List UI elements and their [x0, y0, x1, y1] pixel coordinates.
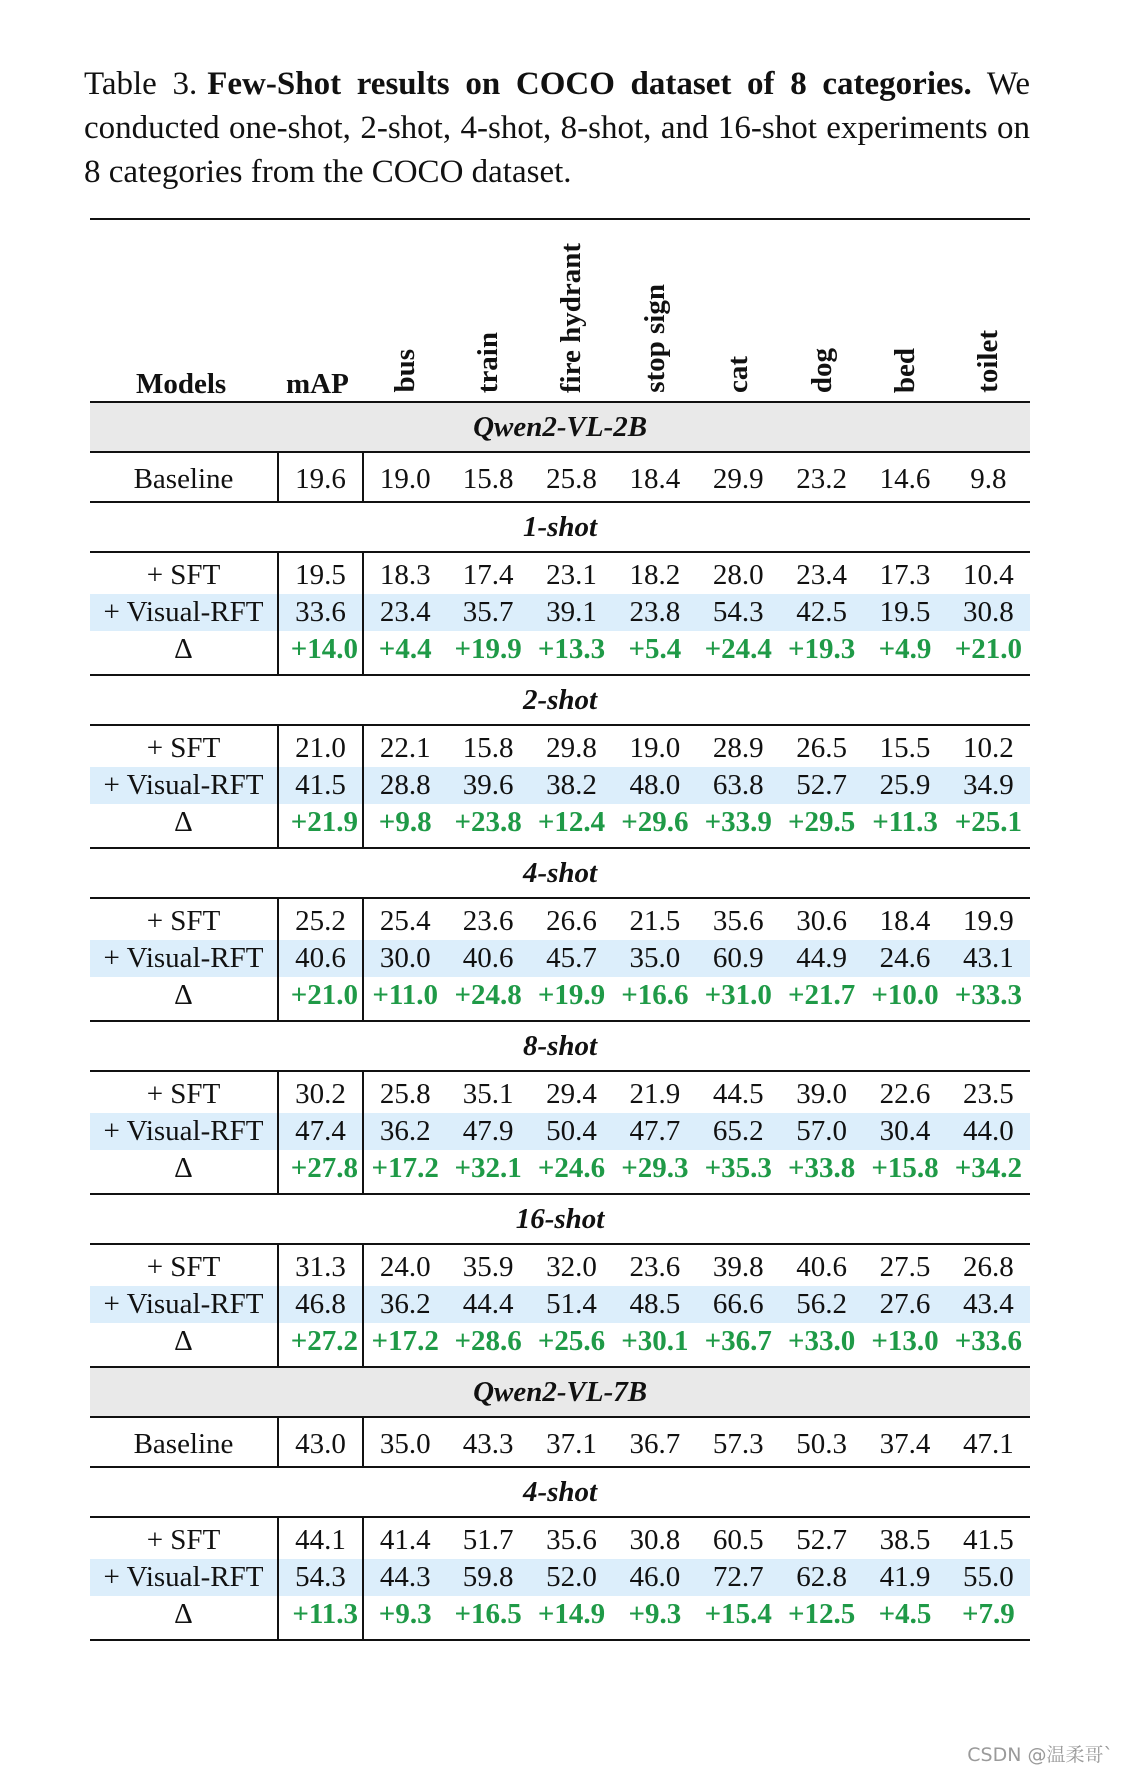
map-value: 25.2: [278, 898, 363, 940]
category-value: 21.9: [629, 1078, 681, 1110]
category-value: 25.8: [530, 452, 613, 502]
category-label: dog: [805, 347, 838, 393]
header-category: [780, 219, 863, 402]
category-value: 36.2: [363, 1113, 446, 1150]
category-value: +4.4: [378, 633, 432, 665]
category-value: 60.5: [712, 1524, 764, 1556]
model-name: Δ: [174, 1152, 193, 1184]
category-value: +17.2: [371, 1152, 439, 1184]
model-name: + Visual-RFT: [90, 1286, 278, 1323]
shot-group-label: 4-shot: [90, 1467, 1030, 1517]
model-name: Δ: [174, 1325, 193, 1357]
shot-group-label: 4-shot: [90, 848, 1030, 898]
category-value: 40.6: [446, 940, 529, 977]
category-value: 43.3: [446, 1417, 529, 1467]
shot-group-label-row: [90, 1194, 1030, 1244]
category-value: 17.4: [462, 559, 514, 591]
map-value: 19.5: [278, 552, 363, 594]
category-value: 18.2: [629, 559, 681, 591]
category-value: 38.2: [530, 767, 613, 804]
category-value: +13.0: [871, 1325, 939, 1357]
category-value: +12.4: [537, 806, 606, 838]
watermark: CSDN @温柔哥`: [967, 1744, 1113, 1766]
category-value: 10.4: [963, 559, 1014, 591]
category-value: +24.8: [454, 979, 522, 1011]
category-label: cat: [722, 355, 755, 393]
category-value: 47.7: [613, 1113, 696, 1150]
category-value: 23.8: [613, 594, 696, 631]
category-value: +33.9: [704, 806, 772, 838]
model-name: + SFT: [146, 1524, 221, 1556]
category-value: 30.4: [863, 1113, 946, 1150]
category-value: +21.0: [954, 633, 1023, 665]
visual-rft-row: [90, 1286, 1030, 1323]
category-value: 23.6: [462, 905, 514, 937]
category-value: 56.2: [780, 1286, 863, 1323]
map-value: 31.3: [278, 1244, 363, 1286]
category-value: 24.6: [863, 940, 946, 977]
category-value: 17.3: [879, 559, 931, 591]
category-value: +24.6: [537, 1152, 606, 1184]
category-value: 72.7: [697, 1559, 780, 1596]
category-value: 42.5: [780, 594, 863, 631]
category-value: +13.3: [537, 633, 606, 665]
category-value: +16.5: [454, 1598, 522, 1630]
category-value: +30.1: [621, 1325, 689, 1357]
category-value: 28.0: [712, 559, 764, 591]
category-value: 25.8: [379, 1078, 431, 1110]
model-name: Δ: [174, 1598, 193, 1630]
visual-rft-row: [90, 1113, 1030, 1150]
visual-rft-row: [90, 594, 1030, 631]
category-value: +33.8: [788, 1152, 856, 1184]
sft-row: [90, 1244, 1030, 1286]
category-value: 44.5: [712, 1078, 764, 1110]
category-value: +19.3: [788, 633, 856, 665]
baseline-row: [90, 1417, 1030, 1467]
category-value: 60.9: [697, 940, 780, 977]
category-value: 27.5: [879, 1251, 931, 1283]
model-name: + Visual-RFT: [90, 1113, 278, 1150]
category-label: bed: [889, 347, 922, 393]
caption-text: We conducted one-shot, 2-shot, 4-shot, 8-shot, and 16-shot experiments on 8 categories from the COCO dataset.: [84, 66, 1030, 190]
category-value: 22.6: [879, 1078, 931, 1110]
map-value: 54.3: [278, 1559, 363, 1596]
category-value: 57.3: [697, 1417, 780, 1467]
category-value: 63.8: [697, 767, 780, 804]
shot-group-label: 8-shot: [90, 1021, 1030, 1071]
delta-row: [90, 1323, 1030, 1367]
category-value: 47.1: [947, 1417, 1030, 1467]
model-name: + Visual-RFT: [90, 767, 278, 804]
category-value: 30.8: [629, 1524, 681, 1556]
map-value: 43.0: [278, 1417, 363, 1467]
category-value: 37.1: [530, 1417, 613, 1467]
category-value: +7.9: [962, 1598, 1015, 1630]
category-value: +16.6: [621, 979, 689, 1011]
category-label: toilet: [972, 330, 1005, 393]
category-value: 57.0: [780, 1113, 863, 1150]
category-value: 39.6: [446, 767, 529, 804]
delta-row: [90, 1150, 1030, 1194]
map-value: +14.0: [278, 631, 363, 675]
map-value: 46.8: [278, 1286, 363, 1323]
category-value: 46.0: [613, 1559, 696, 1596]
map-value: +11.3: [278, 1596, 363, 1640]
category-value: 44.3: [363, 1559, 446, 1596]
shot-group-label-row: [90, 675, 1030, 725]
category-value: +9.3: [628, 1598, 682, 1630]
category-value: +15.8: [871, 1152, 939, 1184]
category-value: +14.9: [537, 1598, 606, 1630]
visual-rft-row: [90, 940, 1030, 977]
category-value: 9.8: [947, 452, 1030, 502]
visual-rft-row: [90, 1559, 1030, 1596]
category-value: 41.4: [379, 1524, 431, 1556]
category-value: 23.6: [629, 1251, 681, 1283]
category-value: 26.8: [963, 1251, 1014, 1283]
category-value: 40.6: [796, 1251, 848, 1283]
category-value: +12.5: [788, 1598, 856, 1630]
category-value: 55.0: [947, 1559, 1030, 1596]
delta-row: [90, 1596, 1030, 1640]
category-value: 28.9: [712, 732, 764, 764]
category-value: +25.1: [954, 806, 1023, 838]
map-value: +21.0: [278, 977, 363, 1021]
map-value: 44.1: [278, 1517, 363, 1559]
sft-row: [90, 552, 1030, 594]
category-value: 18.4: [613, 452, 696, 502]
category-value: +31.0: [704, 979, 772, 1011]
category-value: 15.8: [446, 452, 529, 502]
category-value: 65.2: [697, 1113, 780, 1150]
sft-row: [90, 898, 1030, 940]
category-value: 47.9: [446, 1113, 529, 1150]
category-value: 15.5: [879, 732, 931, 764]
category-value: 39.1: [530, 594, 613, 631]
category-value: +4.9: [878, 633, 932, 665]
header-category: [947, 219, 1030, 402]
category-value: 39.0: [796, 1078, 848, 1110]
model-name: + SFT: [146, 905, 221, 937]
category-value: 41.5: [963, 1524, 1014, 1556]
map-value: 47.4: [278, 1113, 363, 1150]
results-table: [90, 218, 1030, 1641]
delta-row: [90, 804, 1030, 848]
category-value: 35.0: [613, 940, 696, 977]
delta-row: [90, 631, 1030, 675]
category-value: 28.8: [363, 767, 446, 804]
category-value: 35.6: [712, 905, 764, 937]
category-value: 25.4: [379, 905, 431, 937]
table-body: [90, 402, 1030, 1640]
category-value: +33.6: [954, 1325, 1023, 1357]
category-value: 36.2: [363, 1286, 446, 1323]
category-value: 37.4: [863, 1417, 946, 1467]
category-value: 35.6: [546, 1524, 597, 1556]
category-value: 48.0: [613, 767, 696, 804]
category-value: +29.5: [788, 806, 856, 838]
map-value: +27.8: [278, 1150, 363, 1194]
category-value: +9.8: [378, 806, 432, 838]
category-value: +11.0: [372, 979, 439, 1011]
category-value: 39.8: [712, 1251, 764, 1283]
baseline-row: [90, 452, 1030, 502]
category-label: bus: [388, 349, 421, 393]
category-value: +36.7: [704, 1325, 772, 1357]
model-group-label-row: [90, 1367, 1030, 1417]
category-label: train: [472, 331, 505, 393]
category-value: 44.0: [947, 1113, 1030, 1150]
category-value: 43.1: [947, 940, 1030, 977]
category-value: 19.0: [363, 452, 446, 502]
sft-row: [90, 1071, 1030, 1113]
category-value: 32.0: [546, 1251, 597, 1283]
category-value: 50.4: [530, 1113, 613, 1150]
category-value: 23.2: [780, 452, 863, 502]
category-value: +5.4: [628, 633, 682, 665]
model-name: + SFT: [146, 732, 221, 764]
category-value: +29.3: [621, 1152, 689, 1184]
category-value: +19.9: [537, 979, 606, 1011]
category-value: 44.4: [446, 1286, 529, 1323]
category-value: +24.4: [704, 633, 772, 665]
category-value: 35.7: [446, 594, 529, 631]
category-value: +33.3: [954, 979, 1023, 1011]
category-value: 29.8: [546, 732, 597, 764]
category-value: 45.7: [530, 940, 613, 977]
category-value: +23.8: [454, 806, 522, 838]
category-value: 43.4: [947, 1286, 1030, 1323]
category-value: 23.4: [363, 594, 446, 631]
category-value: 48.5: [613, 1286, 696, 1323]
category-value: 52.0: [530, 1559, 613, 1596]
category-value: +34.2: [954, 1152, 1023, 1184]
model-name: + Visual-RFT: [90, 1559, 278, 1596]
category-value: +29.6: [621, 806, 689, 838]
shot-group-label-row: [90, 502, 1030, 552]
model-name: + SFT: [146, 1251, 221, 1283]
category-value: 62.8: [780, 1559, 863, 1596]
header-row: [90, 219, 1030, 402]
category-value: +21.7: [788, 979, 856, 1011]
category-value: +28.6: [454, 1325, 522, 1357]
category-value: 19.9: [963, 905, 1014, 937]
model-group-label: Qwen2-VL-2B: [90, 402, 1030, 452]
category-value: 27.6: [863, 1286, 946, 1323]
model-name: Δ: [174, 979, 193, 1011]
category-value: 21.5: [629, 905, 681, 937]
map-value: 41.5: [278, 767, 363, 804]
category-value: +19.9: [454, 633, 522, 665]
map-value: 19.6: [278, 452, 363, 502]
category-value: 10.2: [963, 732, 1014, 764]
category-value: +17.2: [371, 1325, 439, 1357]
category-value: +4.5: [878, 1598, 932, 1630]
map-value: +27.2: [278, 1323, 363, 1367]
category-value: 34.9: [947, 767, 1030, 804]
sft-row: [90, 1517, 1030, 1559]
category-value: 66.6: [697, 1286, 780, 1323]
category-value: 29.4: [546, 1078, 597, 1110]
shot-group-label-row: [90, 1467, 1030, 1517]
category-value: 26.5: [796, 732, 848, 764]
category-value: +35.3: [704, 1152, 772, 1184]
visual-rft-row: [90, 767, 1030, 804]
model-name: Baseline: [90, 1417, 278, 1467]
category-value: 36.7: [613, 1417, 696, 1467]
caption-title: Few-Shot results on COCO dataset of 8 categories.: [207, 66, 972, 102]
category-value: 19.5: [863, 594, 946, 631]
table-caption: [84, 62, 1030, 194]
category-value: +32.1: [454, 1152, 522, 1184]
model-name: + Visual-RFT: [90, 940, 278, 977]
sft-row: [90, 725, 1030, 767]
category-value: 18.3: [379, 559, 431, 591]
map-value: 33.6: [278, 594, 363, 631]
map-value: 30.2: [278, 1071, 363, 1113]
model-group-label-row: [90, 402, 1030, 452]
model-name: + SFT: [146, 1078, 221, 1110]
header-category: [363, 219, 446, 402]
category-value: 35.1: [462, 1078, 514, 1110]
category-value: +15.4: [704, 1598, 772, 1630]
category-value: 15.8: [462, 732, 514, 764]
category-value: 25.9: [863, 767, 946, 804]
category-value: 30.6: [796, 905, 848, 937]
category-value: +25.6: [537, 1325, 606, 1357]
category-value: 30.0: [363, 940, 446, 977]
category-value: 51.4: [530, 1286, 613, 1323]
category-value: 54.3: [697, 594, 780, 631]
caption-label: Table 3.: [84, 66, 198, 102]
map-value: 40.6: [278, 940, 363, 977]
model-name: + Visual-RFT: [90, 594, 278, 631]
model-name: Baseline: [90, 452, 278, 502]
category-value: 19.0: [629, 732, 681, 764]
category-value: 35.0: [363, 1417, 446, 1467]
category-value: +9.3: [378, 1598, 432, 1630]
category-value: 23.5: [963, 1078, 1014, 1110]
category-value: 50.3: [780, 1417, 863, 1467]
header-category: [697, 219, 780, 402]
model-group-label: Qwen2-VL-7B: [90, 1367, 1030, 1417]
category-value: 52.7: [780, 767, 863, 804]
category-value: +33.0: [788, 1325, 856, 1357]
category-value: 23.4: [796, 559, 848, 591]
model-name: Δ: [174, 633, 193, 665]
header-category: [530, 219, 613, 402]
category-value: 52.7: [796, 1524, 848, 1556]
shot-group-label-row: [90, 848, 1030, 898]
category-value: 26.6: [546, 905, 597, 937]
category-label: fire hydrant: [555, 242, 588, 393]
category-value: 22.1: [379, 732, 431, 764]
delta-row: [90, 977, 1030, 1021]
map-value: +21.9: [278, 804, 363, 848]
category-value: 23.1: [546, 559, 597, 591]
shot-group-label: 2-shot: [90, 675, 1030, 725]
category-value: 29.9: [697, 452, 780, 502]
category-value: 24.0: [379, 1251, 431, 1283]
shot-group-label: 1-shot: [90, 502, 1030, 552]
category-value: 44.9: [780, 940, 863, 977]
header-category: [863, 219, 946, 402]
header-category: [613, 219, 696, 402]
category-value: +10.0: [871, 979, 939, 1011]
category-value: 41.9: [863, 1559, 946, 1596]
category-value: 18.4: [879, 905, 931, 937]
category-value: 14.6: [863, 452, 946, 502]
model-name: Δ: [174, 806, 193, 838]
header-map: mAP: [286, 368, 349, 400]
header-models: Models: [136, 368, 227, 400]
category-value: 38.5: [879, 1524, 931, 1556]
category-value: 51.7: [462, 1524, 514, 1556]
category-value: 30.8: [947, 594, 1030, 631]
model-name: + SFT: [146, 559, 221, 591]
category-value: 35.9: [462, 1251, 514, 1283]
category-value: +11.3: [872, 806, 938, 838]
category-value: 59.8: [446, 1559, 529, 1596]
map-value: 21.0: [278, 725, 363, 767]
shot-group-label-row: [90, 1021, 1030, 1071]
shot-group-label: 16-shot: [90, 1194, 1030, 1244]
category-label: stop sign: [638, 284, 671, 393]
header-category: [446, 219, 529, 402]
